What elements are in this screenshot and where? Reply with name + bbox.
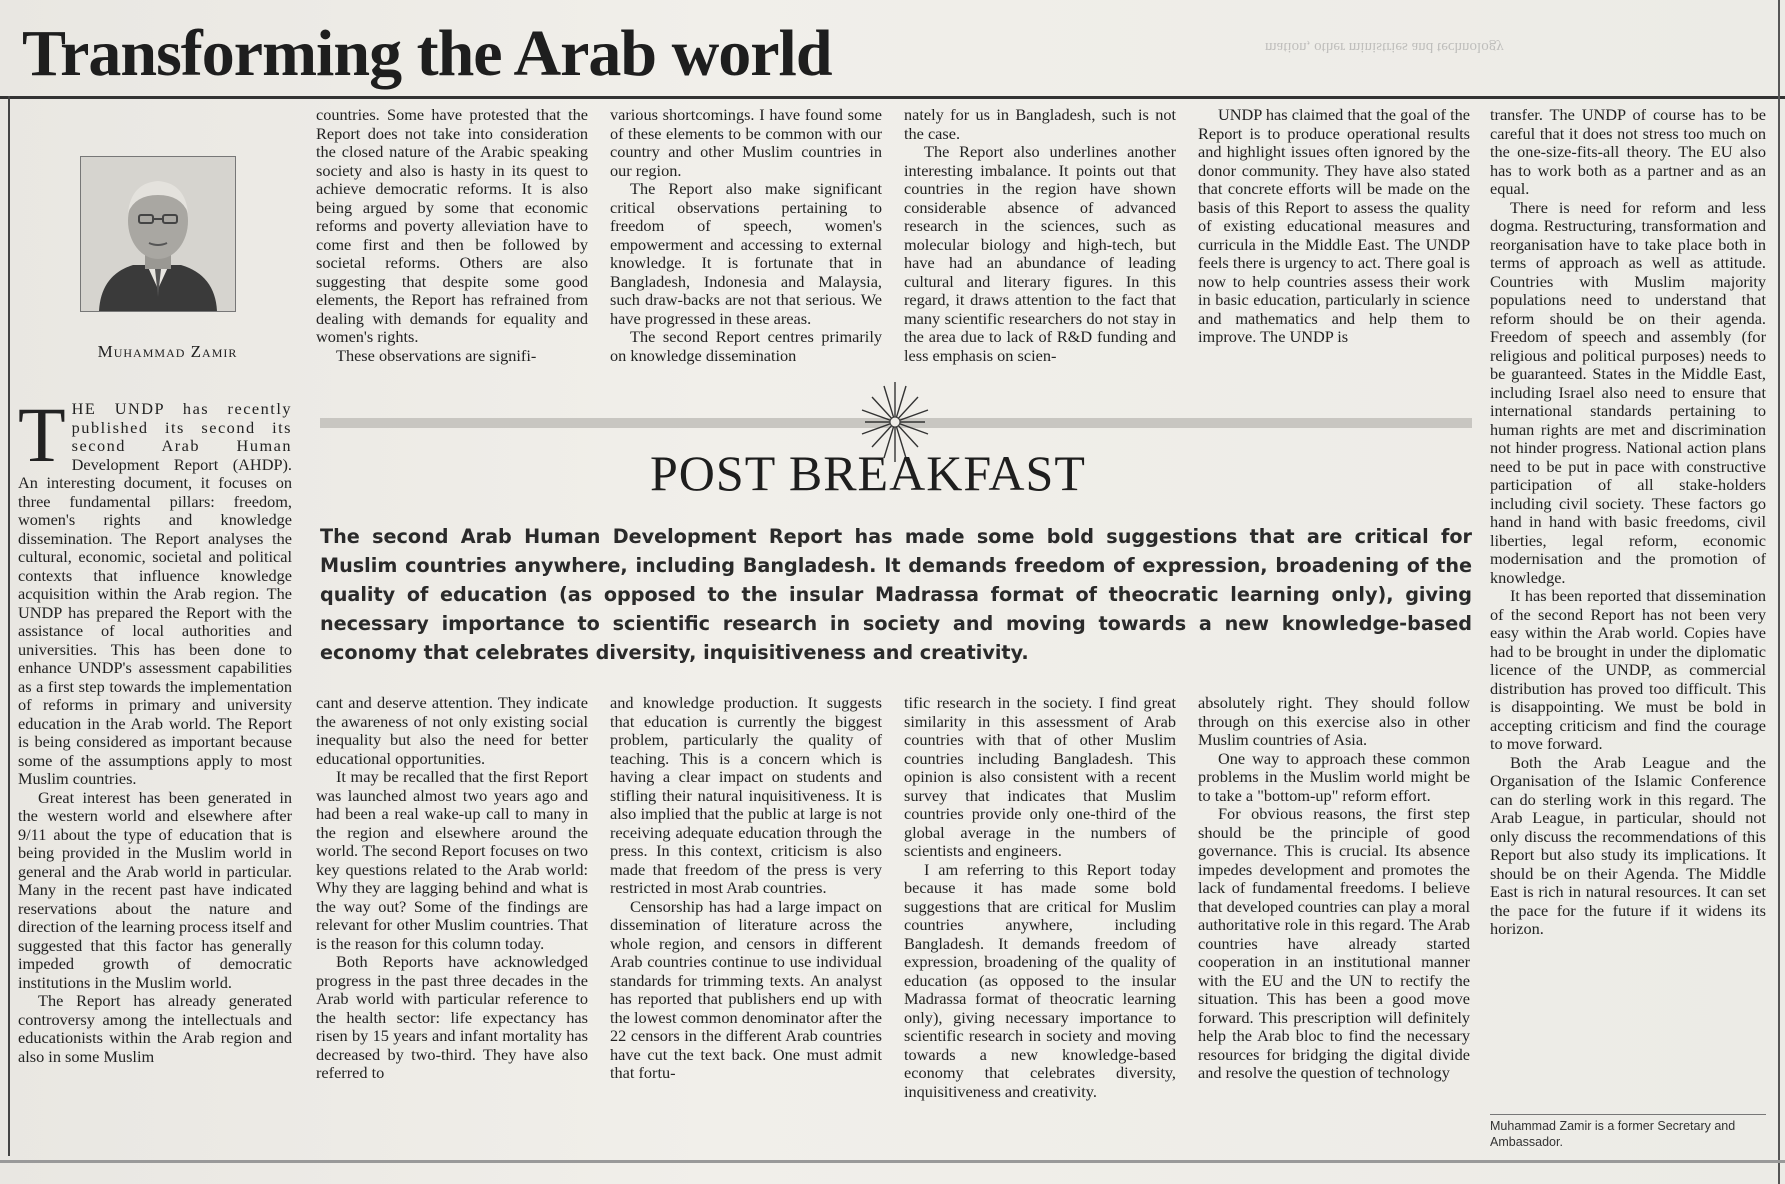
portrait-image (81, 157, 235, 311)
paragraph: Both Reports have acknowledged progress in the past three decades in the Arab world with particular reference to the health sector: life expectancy has risen by 15 years and infant mortality has decreased by two-third. They have also referred to (316, 952, 588, 1082)
paragraph: transfer. The UNDP of course has to be careful that it does not stress too much on the one-size-fits-all theory. The EU also has to work both as a partner and as an equal. (1490, 105, 1766, 198)
paragraph: THE UNDP has recently published its second its second Arab Human Development Report (AHDP). An interesting document, it focuses on three fundamental pillars: freedom, women's rights and knowledge dissemination. The Report analyses the cultural, economic, societal and political contexts that influence knowledge acquisition within the Arab region. The UNDP has prepared the Report with the assistance of local authorities and universities. This has been done to enhance UNDP's assessment capabilities as a first step towards the implementation of reforms in primary and university education in the Arab world. The Report is being considered as important because some of the assumptions apply to most Muslim countries. (18, 391, 292, 788)
paragraph: countries. Some have protested that the Report does not take into consideration the closed nature of the Arabic speaking society and also is hasty in its quest to achieve democratic reforms. It is also being argued by some that economic reforms and poverty alleviation have to come first and then be followed by societal reforms. Others are also suggesting that despite some good elements, the Report has refrained from dealing with demands for equality and women's rights. (316, 105, 588, 346)
author-bio: Muhammad Zamir is a former Secretary and Ambassador. (1490, 1119, 1736, 1149)
paragraph: For obvious reasons, the first step should be the principle of good governance. This is crucial. Its absence impedes development and promotes the lack of fundamental freedoms. I believe that developed countries can play a moral authoritative role in this regard. The Arab countries have already started cooperation in an institutional manner with the EU and the UN to rectify the situation. This has been a good move forward. This prescription will definitely help the Arab bloc to find the necessary resources for bridging the digital divide and resolve the question of technology (1198, 804, 1470, 1082)
column-5-bottom (1198, 694, 1470, 1083)
column-2-bottom (316, 694, 588, 1083)
paragraph: It may be recalled that the first Report was launched almost two years ago and had been a real wake-up call to many in the region and elsewhere around the world. The second Report focuses on two key questions related to the Arab world: Why they are lagging behind and what is the way out? Some of the findings are relevant for other Muslim countries. That is the reason for this column today. (316, 767, 588, 953)
column-3-top (610, 106, 882, 365)
bio-rule (1490, 1114, 1766, 1115)
column-title: POST BREAKFAST (650, 445, 1086, 501)
paragraph: It has been reported that dissemination of the second Report has not been very easy within the Arab world. Copies have had to be brought in under the diplomatic licence of the UNDP, as commercial distribution has proved too difficult. This is disappointing. We must be bold in accepting criticism and find the courage to move forward. (1490, 586, 1766, 753)
column-1 (18, 391, 292, 1066)
paragraph: and knowledge production. It suggests that education is currently the biggest problem, particularly the quality of teaching. This is a concern which is having a clear impact on students and stifling their natural inquisitiveness. It is also implied that the public at large is not receiving adequate education through the press. In this context, criticism is also made that freedom of the press is very restricted in most Arab countries. (610, 693, 882, 897)
author-byline: Muhammad Zamir (97, 342, 238, 361)
paragraph: The Report also underlines another interesting imbalance. It points out that countries in the region have shown considerable absence of advanced research in the sciences, such as molecular biology and high-tech, but have had an abundance of leading cultural and literary figures. In this regard, it draws attention to the fact that many scientific researchers do not stay in the area due to lack of R&D funding and less emphasis on scien- (904, 142, 1176, 365)
headline-rule (0, 96, 1785, 99)
paragraph: The Report also make significant critical observations pertaining to freedom of speech, women's empowerment and accessing to external knowledge. It is fortunate that in Bangladesh, Indonesia and Malaysia, such draw-backs are not that serious. We have progressed in these areas. (610, 179, 882, 328)
column-3-bottom (610, 694, 882, 1083)
right-border-rule (1778, 0, 1780, 1184)
paragraph: There is need for reform and less dogma. Restructuring, transformation and reorganisation have to take place both in terms of approach as well as attitude. Countries with Muslim majority populations need to understand that reform should be on their agenda. Freedom of speech and assembly (for religious and political purposes) needs to be guaranteed. States in the Middle East, including Israel also need to ensure that international standards pertaining to human rights are met and discrimination not hinder progress. National action plans need to be put in pace with constructive participation of all stake-holders including civil society. These factors go hand in hand with basic freedoms, civil liberties, legal reform, economic modernisation and the promotion of knowledge. (1490, 197, 1766, 587)
paragraph: absolutely right. They should follow through on this exercise also in other Muslim countries of Asia. (1198, 693, 1470, 749)
bleed-through-text: mation, other ministries and technology (1265, 39, 1504, 55)
paragraph: nately for us in Bangladesh, such is not the case. (904, 105, 1176, 143)
paragraph: I am referring to this Report today because it has made some bold suggestions that are critical for Muslim countries anywhere, including Bangladesh. It demands freedom of expression, broadening of the quality of education (as opposed to the insular Madrassa format of theocratic learning only), giving necessary importance to scientific research in society and moving towards a new knowledge-based economy that celebrates diversity, inquisitiveness and creativity. (904, 859, 1176, 1101)
paragraph: cant and deserve attention. They indicate the awareness of not only existing social inequality but also the need for better educational opportunities. (316, 693, 588, 768)
paragraph: tific research in the society. I find great similarity in this assessment of Arab countries with that of other Muslim countries including Bangladesh. This opinion is also consistent with a recent survey that indicates that Muslim countries provide only one-third of the global average in the numbers of scientists and engineers. (904, 693, 1176, 860)
paragraph: The Report has already generated controversy among the intellectuals and educationists within the Arab region and also in some Muslim (18, 991, 292, 1066)
paragraph: Censorship has had a large impact on dissemination of literature across the whole region, and censors in different Arab countries continue to use individual standards for trimming texts. An analyst has reported that publishers end up with the lowest common denominator after the 22 censors in the different Arab countries have cut the text back. One must admit that fortu- (610, 896, 882, 1082)
author-photo (80, 156, 236, 312)
left-border-rule (8, 96, 10, 1156)
paragraph: These observations are signifi- (336, 345, 537, 365)
paragraph: Both the Arab League and the Organisation of the Islamic Conference can do sterling work in this regard. The Arab League, in particular, should not only discuss the recommendations of this Report but also study its implications. It should be on their Agenda. The Middle East is rich in natural resources. It can set the pace for the future if it widens its horizon. (1490, 752, 1766, 938)
column-2-top (316, 106, 588, 365)
paragraph: The second Report centres primarily on knowledge dissemination (610, 327, 882, 365)
column-4-top (904, 106, 1176, 365)
paragraph: One way to approach these common problems in the Muslim world might be to take a "bottom-up" reform effort. (1198, 748, 1470, 805)
column-5-top (1198, 106, 1470, 347)
paragraph: Great interest has been generated in the western world and elsewhere after 9/11 about the type of education that is being provided in the Muslim world in general and the Arab world in particular. Many in the recent past have indicated reservations about the nature and direction of the learning process itself and suggested that this factor has generally impeded growth of democratic institutions in the Muslim world. (18, 787, 292, 992)
bottom-border-rule (0, 1160, 1785, 1163)
paragraph: UNDP has claimed that the goal of the Report is to produce operational results and highlight issues often ignored by the donor community. They have also stated that concrete efforts will be made on the basis of this Report to assess the quality of existing educational measures and curricula in the Middle East. The UNDP feels there is urgency to act. There goal is now to help countries assess their work in basic education, particularly in science and mathematics and help them to improve. The UNDP is (1198, 105, 1470, 346)
column-4-bottom (904, 694, 1176, 1101)
drop-cap: T (18, 391, 66, 478)
standfirst-summary: The second Arab Human Development Report has made some bold suggestions that are critical for Muslim countries anywhere, including Bangladesh. It demands freedom of expression, broadening of the quality of education (as opposed to the insular Madrassa format of theocratic learning only), giving necessary importance to scientific research in society and moving towards a new knowledge-based economy that celebrates diversity, inquisitiveness and creativity. (320, 525, 1472, 664)
column-6 (1490, 106, 1766, 939)
article-headline: Transforming the Arab world (22, 17, 832, 90)
paragraph: various shortcomings. I have found some of these elements to be common with our country and other Muslim countries in our region. (610, 105, 882, 180)
